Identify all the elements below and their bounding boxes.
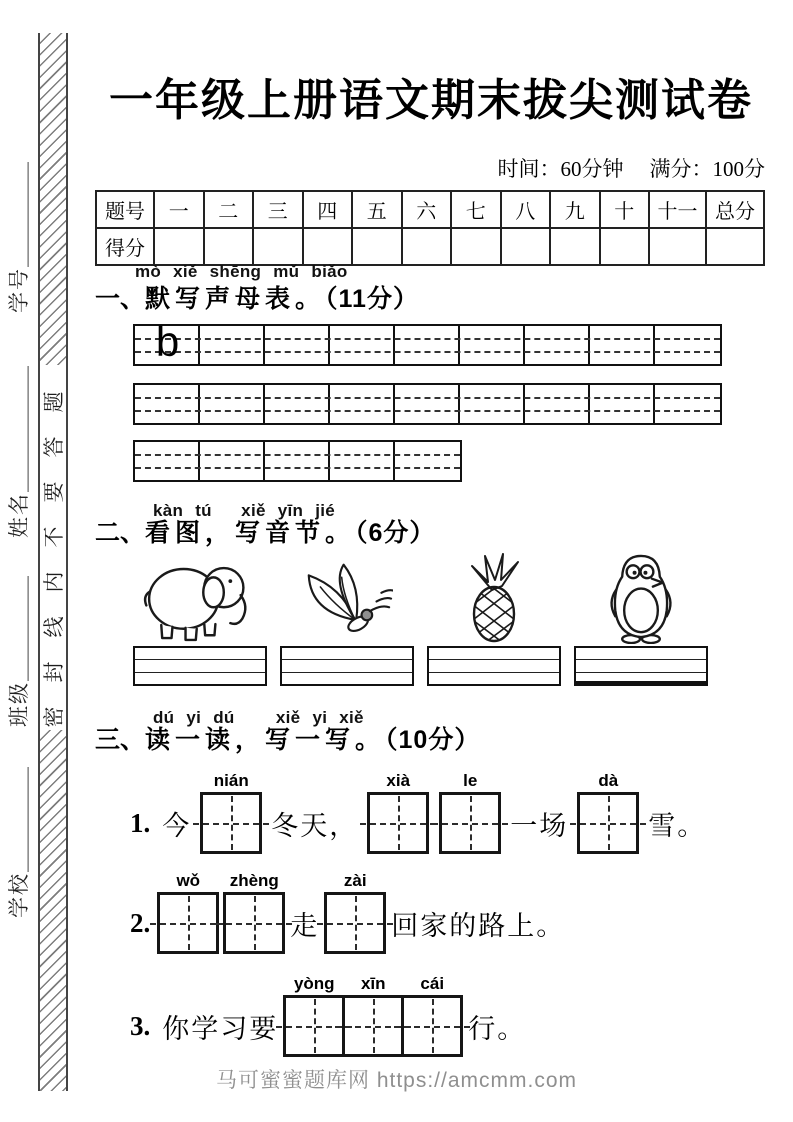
- item-text: 雪。: [648, 810, 707, 841]
- item-number: 1.: [130, 807, 151, 838]
- syllable-writing-box: [280, 646, 414, 686]
- section2-title: 看图，写音节。: [145, 519, 356, 547]
- picture-row: [133, 550, 711, 644]
- grid-dashed-line: [135, 397, 720, 399]
- pinyin-cell: [525, 385, 590, 423]
- seal-text: 密封线内不要答题: [42, 367, 66, 728]
- score-table-header-cell: 九: [550, 191, 600, 228]
- character-writing-box: [324, 871, 386, 954]
- pinyin-cell: [395, 442, 460, 480]
- score-cell: [706, 228, 764, 265]
- score-table-header-cell: 四: [303, 191, 353, 228]
- pinyin-cell: [395, 385, 460, 423]
- section1-number: 一、: [95, 285, 146, 313]
- pinyin-cell: [265, 326, 330, 364]
- name-line: ＿＿＿＿＿＿: [7, 366, 31, 492]
- score-table-header-cell: 总分: [706, 191, 764, 228]
- section1-pinyin: mò xiě shēng mǔ biǎo: [135, 262, 348, 281]
- pinyin-cell: [135, 385, 200, 423]
- exam-meta: [498, 153, 766, 183]
- score-table-header-cell: 二: [204, 191, 254, 228]
- grid-dashed-line: [135, 338, 720, 340]
- seal-field-class: [6, 576, 32, 727]
- item-text: 走: [290, 910, 320, 941]
- hatch-pattern-top: [40, 33, 66, 365]
- character-writing-box: [223, 871, 285, 954]
- school-line: ＿＿＿＿＿: [7, 767, 31, 872]
- pinyin-cell: [655, 326, 720, 364]
- box-pinyin: dà: [598, 771, 619, 790]
- score-table-header-cell: 五: [352, 191, 402, 228]
- score-cell: [501, 228, 551, 265]
- section2-score: （6分）: [355, 519, 436, 547]
- section1-score: （11分）: [325, 285, 419, 313]
- pinyin-cell: [590, 385, 655, 423]
- tianzige-grid: [401, 995, 463, 1057]
- score-row-label: 得分: [96, 228, 154, 265]
- item-text: 回家的路上。: [391, 910, 566, 941]
- pinyin-cell: [460, 385, 525, 423]
- student-number-line: ＿＿＿＿＿: [7, 162, 31, 267]
- character-writing-box: [157, 871, 219, 954]
- seal-text-zone: [40, 365, 66, 730]
- tianzige-grid: [324, 892, 386, 954]
- character-writing-box: [200, 771, 262, 854]
- pinyin-cell: [135, 318, 200, 365]
- character-writing-box: [439, 771, 501, 854]
- section3-number: 三、: [95, 726, 146, 754]
- grid-dashed-line: [135, 351, 720, 353]
- grid-dashed-line: [135, 454, 460, 456]
- penguin-image: [574, 550, 708, 644]
- tianzige-grid: [367, 792, 429, 854]
- tianzige-grid: [200, 792, 262, 854]
- prefill-letter-b: b: [155, 318, 180, 365]
- sentence-item-1: [130, 771, 711, 855]
- section3-title: 读一读，写一写。: [145, 726, 386, 754]
- score-table: [95, 190, 765, 266]
- score-cell: [204, 228, 254, 265]
- section1-heading: [95, 279, 419, 315]
- box-pinyin: zài: [343, 871, 367, 890]
- item-text: 一场: [510, 810, 569, 841]
- score-cell: [451, 228, 501, 265]
- full-score: 满分：100分: [649, 157, 765, 181]
- item-number: 3.: [130, 1010, 151, 1041]
- elephant-image: [133, 550, 267, 644]
- box-pinyin: nián: [213, 771, 249, 790]
- character-writing-box: [577, 771, 639, 854]
- pinyin-cell: [200, 442, 265, 480]
- section1-title: 默写声母表。: [145, 285, 326, 313]
- pinyin-grid-row-1: [133, 318, 722, 366]
- score-cell: [600, 228, 650, 265]
- box-pinyin: wǒ: [176, 871, 201, 890]
- section3-pinyin: dú yi dú xiě yi xiě: [153, 708, 364, 727]
- syllable-writing-box: [574, 646, 708, 686]
- item-text: 你学习要: [162, 1013, 279, 1044]
- pinyin-cell: [330, 385, 395, 423]
- pinyin-grid-row-3: [133, 440, 462, 482]
- watermark-footer: 马可蜜蜜题库网 https://amcmm.com: [215, 1069, 578, 1092]
- syllable-writing-box: [133, 646, 267, 686]
- pinyin-cell: [330, 326, 395, 364]
- item-text: 行。: [468, 1013, 527, 1044]
- character-writing-box: [367, 771, 429, 854]
- page-title: 一年级上册语文期末拔尖测试卷: [109, 76, 753, 125]
- time-limit: 时间：60分钟: [497, 157, 624, 181]
- seal-field-school: [6, 767, 32, 918]
- class-label: 班级: [7, 681, 31, 727]
- score-table-header-cell: 题号: [96, 191, 154, 228]
- syllable-answer-row: [133, 646, 708, 686]
- score-cell: [253, 228, 303, 265]
- box-pinyin: le: [463, 771, 478, 790]
- box-pinyin: yòng: [293, 974, 335, 993]
- score-cell: [352, 228, 402, 265]
- box-pinyin: zhèng: [229, 871, 279, 890]
- pinyin-cell: [200, 385, 265, 423]
- pinyin-cell: [460, 326, 525, 364]
- tianzige-grid: [223, 892, 285, 954]
- box-pinyin: xīn: [360, 974, 386, 993]
- pinyin-cell: [525, 326, 590, 364]
- section3-score: （10分）: [385, 726, 481, 754]
- pinyin-cell: [265, 385, 330, 423]
- grid-dashed-line: [135, 410, 720, 412]
- item-number: 2.: [130, 907, 151, 938]
- score-table-header-row: [96, 191, 764, 228]
- score-table-score-row: [96, 228, 764, 265]
- box-pinyin: xià: [386, 771, 411, 790]
- score-table-header-cell: 十一: [649, 191, 706, 228]
- score-cell: [303, 228, 353, 265]
- score-table-header-cell: 六: [402, 191, 452, 228]
- seal-field-student-number: [6, 162, 32, 313]
- pinyin-cell: [135, 442, 200, 480]
- pinyin-grid-row-2: [133, 383, 722, 425]
- butterfly-image: [280, 550, 414, 644]
- pineapple-image: [427, 550, 561, 644]
- section2-number: 二、: [95, 519, 146, 547]
- syllable-writing-box: [427, 646, 561, 686]
- seal-strip: [38, 33, 68, 1091]
- hatch-pattern-bottom: [40, 730, 66, 1091]
- tianzige-grid: [439, 792, 501, 854]
- item-text: 冬天，: [271, 810, 359, 841]
- item-text: 今: [162, 810, 192, 841]
- box-pinyin: cái: [420, 974, 445, 993]
- pinyin-cell: [395, 326, 460, 364]
- tianzige-grid: [577, 792, 639, 854]
- name-label: 姓名: [7, 492, 31, 538]
- exam-content: [95, 0, 767, 1122]
- section3-heading: [95, 720, 480, 756]
- pinyin-cell: [200, 326, 265, 364]
- score-table-header-cell: 一: [154, 191, 204, 228]
- joined-writing-boxes: [283, 974, 463, 1057]
- sentence-item-3: [130, 974, 531, 1058]
- pinyin-cell: [265, 442, 330, 480]
- tianzige-grid: [157, 892, 219, 954]
- section2-heading: [95, 513, 435, 549]
- seal-field-name: [6, 366, 32, 538]
- character-writing-box: [401, 974, 463, 1057]
- score-cell: [154, 228, 204, 265]
- score-table-header-cell: 十: [600, 191, 650, 228]
- score-cell: [649, 228, 706, 265]
- score-cell: [550, 228, 600, 265]
- pinyin-cell: [590, 326, 655, 364]
- score-table-header-cell: 七: [451, 191, 501, 228]
- score-cell: [402, 228, 452, 265]
- sentence-item-2: [130, 871, 570, 955]
- score-table-header-cell: 八: [501, 191, 551, 228]
- pinyin-cell: [655, 385, 720, 423]
- score-table-header-cell: 三: [253, 191, 303, 228]
- grid-dashed-line: [135, 467, 460, 469]
- class-line: ＿＿＿＿＿: [7, 576, 31, 681]
- student-number-label: 学号: [7, 267, 31, 313]
- section2-pinyin: kàn tú xiě yīn jié: [153, 501, 336, 520]
- school-label: 学校: [7, 872, 31, 918]
- pinyin-cell: [330, 442, 395, 480]
